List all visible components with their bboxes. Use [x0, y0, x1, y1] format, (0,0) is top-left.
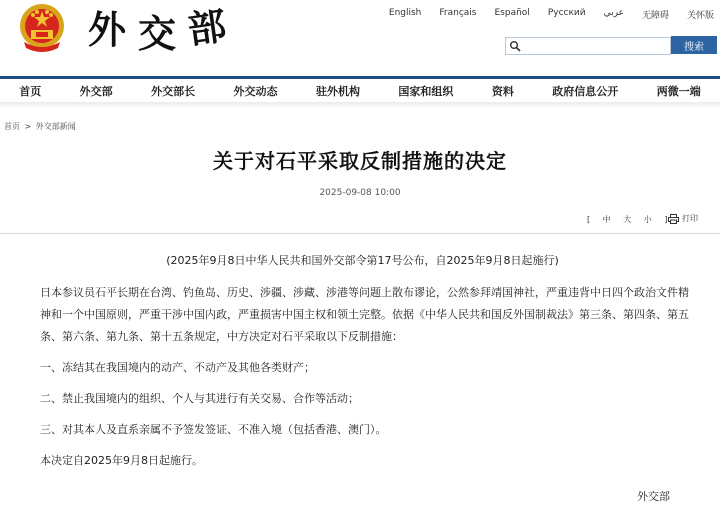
- article-subtitle: (2025年9月8日中华人民共和国外交部令第17号公布，自2025年9月8日起施行): [166, 254, 559, 267]
- font-large-button[interactable]: 大: [623, 215, 632, 224]
- language-switcher: [371, 8, 714, 21]
- lang-english[interactable]: English: [388, 8, 422, 18]
- article-signature: 外交部: [637, 490, 670, 503]
- nav-item-missions[interactable]: 驻外机构: [315, 84, 360, 98]
- print-label: 打印: [682, 214, 698, 223]
- logo-char: 外: [88, 7, 127, 52]
- nav-item-social[interactable]: 两微一端: [656, 84, 701, 98]
- national-emblem-icon[interactable]: [14, 2, 70, 54]
- search-box: [505, 37, 671, 55]
- nav-divider: [0, 102, 720, 108]
- ministry-calligraphy-logo[interactable]: [88, 4, 238, 60]
- publish-date: 2025-09-08 10:00: [319, 188, 401, 198]
- bracket-left-icon: [: [587, 215, 591, 224]
- site-header: [0, 0, 720, 76]
- page-title: 关于对石平采取反制措施的决定: [213, 149, 507, 173]
- article-intro: 日本参议员石平长期在台湾、钓鱼岛、历史、涉疆、涉藏、涉港等问题上散布谬论，公然参拜靖国神社，严重违背中日四个政治文件精神和一个中国原则，严重干涉中国内政，严重损害中国主权和领土完整。依据《中华人民共和国反外国制裁法》第三条、第四条、第五条、第六条、第九条、第十五条规定，中方决定对石平采取以下反制措施：: [40, 286, 689, 343]
- logo-char: 部: [184, 2, 229, 53]
- article-body: [30, 250, 695, 472]
- care-version-link[interactable]: 关怀版: [686, 11, 714, 21]
- search-input[interactable]: [522, 38, 666, 54]
- nav-item-home[interactable]: 首页: [19, 84, 42, 98]
- font-small-button[interactable]: 小: [643, 215, 652, 224]
- bracket-right-icon: ]: [664, 215, 668, 224]
- nav-item-resources[interactable]: 资料: [491, 84, 514, 98]
- printer-icon: [668, 214, 679, 224]
- nav-item-minister[interactable]: 外交部长: [151, 84, 196, 98]
- main-nav: [0, 76, 720, 102]
- nav-item-countries[interactable]: 国家和组织: [398, 84, 454, 98]
- measure-item: 一、冻结其在我国境内的动产、不动产及其他各类财产；: [40, 361, 315, 374]
- lang-french[interactable]: Français: [439, 8, 477, 18]
- logo-char: 交: [138, 11, 177, 56]
- measure-item: 三、对其本人及直系亲属不予签发签证、不准入境（包括香港、澳门）。: [40, 423, 387, 436]
- measure-item: 二、禁止我国境内的组织、个人与其进行有关交易、合作等活动；: [40, 392, 359, 405]
- font-medium-button[interactable]: 中: [602, 215, 611, 224]
- accessibility-link[interactable]: 无障碍: [641, 11, 669, 21]
- lang-spanish[interactable]: Español: [494, 8, 530, 18]
- nav-item-gov-info[interactable]: 政府信息公开: [552, 84, 619, 98]
- lang-arabic[interactable]: عربي: [603, 8, 624, 18]
- print-button[interactable]: [668, 213, 698, 224]
- breadcrumb: [4, 121, 76, 132]
- nav-item-ministry[interactable]: 外交部: [79, 84, 113, 98]
- nav-item-news[interactable]: 外交动态: [233, 84, 278, 98]
- breadcrumb-separator: >: [24, 122, 32, 131]
- font-size-controls: [582, 214, 672, 225]
- breadcrumb-news[interactable]: 外交部新闻: [35, 122, 76, 131]
- breadcrumb-home[interactable]: 首页: [4, 122, 20, 131]
- effective-statement: 本决定自2025年9月8日起施行。: [40, 454, 203, 467]
- article-divider: [0, 233, 720, 234]
- search-icon: [509, 40, 521, 52]
- search-button[interactable]: 搜索: [671, 36, 717, 54]
- lang-russian[interactable]: Русский: [547, 8, 586, 18]
